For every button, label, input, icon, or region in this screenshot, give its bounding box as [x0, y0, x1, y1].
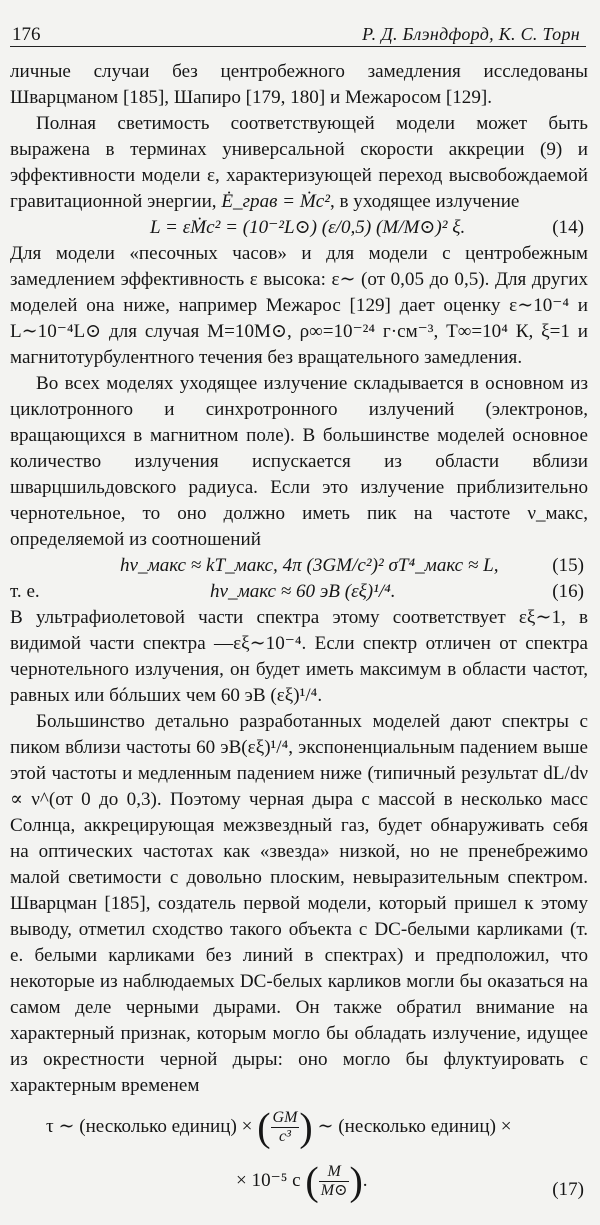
te-label: т. е.: [10, 581, 40, 602]
equation-14: [10, 215, 588, 241]
fraction-denominator: c³: [279, 1128, 291, 1145]
equation-15-formula: hν_макс ≈ kT_макс, 4π (3GM/c²)² σT⁴_макс ≈ L,: [120, 555, 499, 576]
paren-close-icon: ): [349, 1158, 363, 1204]
equation-15: [10, 553, 588, 579]
equation-17: [10, 1104, 588, 1225]
paragraph-luminosity: [10, 111, 588, 215]
paragraph-continued: личные случаи без центробежного замедления исследованы Шварцманом [185], Шапиро [179, 180] и Межаросом [129].: [10, 61, 588, 108]
equation-16: [10, 579, 588, 605]
equation-17-line-1: [46, 1104, 512, 1150]
paragraph-luminosity-text: Полная светимость соответствующей модели может быть выражена в терминах универсальной скорости аккреции (9) и эффективности модели ε, характеризующей переход высвобождаемой гравитационной энергии,: [10, 113, 588, 212]
paren-open-icon: (: [305, 1158, 319, 1204]
paragraph-luminosity-tail: , в уходящее излучение: [329, 191, 520, 212]
fraction-numerator: GM: [272, 1109, 298, 1126]
equation-14-number: (14): [552, 217, 584, 238]
fraction-m-msun: [319, 1163, 350, 1200]
page-body: [10, 59, 588, 1225]
paragraph-models: Большинство детально разработанных моделей дают спектры с пиком вблизи частоты 60 эВ(εξ)¹/⁴, экспоненциальным падением выше этой частоты и медленным падением ниже (типичный результат dL/dν ∝ ν^(от 0 до 0,3). Поэтому черная дыра с массой в несколько масс Солнца, аккрецирующая межзвездный газ, будет обнаруживать себя на оптических частотах как «звезда» низкой, но не пренебрежимо малой светимости с довольно плоским, невыразительным спектром. Шварцман [185], создатель первой модели, который пришел к этому выводу, отметил сходство такого объекта с DC-белыми карликами (т. е. белыми карликами без линий в спектрах) и предположил, что некоторые из наблюдаемых DC-белых карликов могли бы оказаться на самом деле черными дырами. Он также обратил внимание на характерный признак, которым могло бы обладать излучение, идущее из окрестности черной дыры: оно могло бы флуктуировать с характерным временем: [10, 711, 588, 1096]
paren-close-icon: ): [299, 1104, 313, 1150]
equation-17-tail: ∼ (несколько единиц) ×: [317, 1115, 512, 1137]
equation-17-lead: τ ∼ (несколько единиц) ×: [46, 1115, 253, 1137]
running-head: Р. Д. Блэндфорд, К. С. Торн: [362, 24, 580, 44]
page-number: 176: [12, 24, 41, 45]
fraction-denominator: M⊙: [320, 1182, 348, 1199]
equation-17-number: (17): [552, 1179, 584, 1200]
inline-math-energy: Ė_грав = Ṁc²: [221, 191, 330, 212]
equation-15-number: (15): [552, 555, 584, 576]
paragraph-efficiency: Для модели «песочных часов» и для модели с центробежным замедлением эффективность ε высока: ε∼ (от 0,05 до 0,5). Для других моделей она ниже, например Межарос [129] дает оценку ε∼10⁻⁴ и L∼10⁻⁴L⊙ для случая M=10M⊙, ρ∞=10⁻²⁴ г·см⁻³, T∞=10⁴ К, ξ=1 и магнитотурбулентного течения без вращательного замедления.: [10, 243, 588, 368]
fraction-gm-c3: [271, 1109, 300, 1146]
equation-16-formula: hν_макс ≈ 60 эВ (εξ)¹/⁴.: [210, 581, 396, 602]
equation-17-period: .: [362, 1169, 368, 1191]
page-header: [10, 22, 586, 47]
equation-17-line-2: [236, 1158, 368, 1204]
equation-14-formula: L = εṀc² = (10⁻²L⊙) (ε/0,5) (M/M⊙)² ξ.: [150, 217, 466, 238]
paragraph-spectrum: В ультрафиолетовой части спектра этому соответствует εξ∼1, в видимой части спектра —εξ∼10⁻⁴. Если спектр отличен от спектра чернотельного излучения, он будет иметь максимум в области частот, равных или бóльших чем 60 эВ (εξ)¹/⁴.: [10, 607, 588, 706]
paren-open-icon: (: [257, 1104, 271, 1150]
paragraph-radiation: Во всех моделях уходящее излучение складывается в основном из циклотронного и синхротронного излучений (электронов, вращающихся в магнитном поле). В большинстве моделей основное количество излучения испускается из области вблизи шварцшильдовского радиуса. Если это излучение приблизительно чернотельное, то оно должно иметь пик на частоте ν_макс, определяемой из соотношений: [10, 373, 588, 550]
equation-17-lead-2: × 10⁻⁵ c: [236, 1169, 301, 1191]
fraction-numerator: M: [319, 1163, 350, 1182]
equation-16-number: (16): [552, 581, 584, 602]
